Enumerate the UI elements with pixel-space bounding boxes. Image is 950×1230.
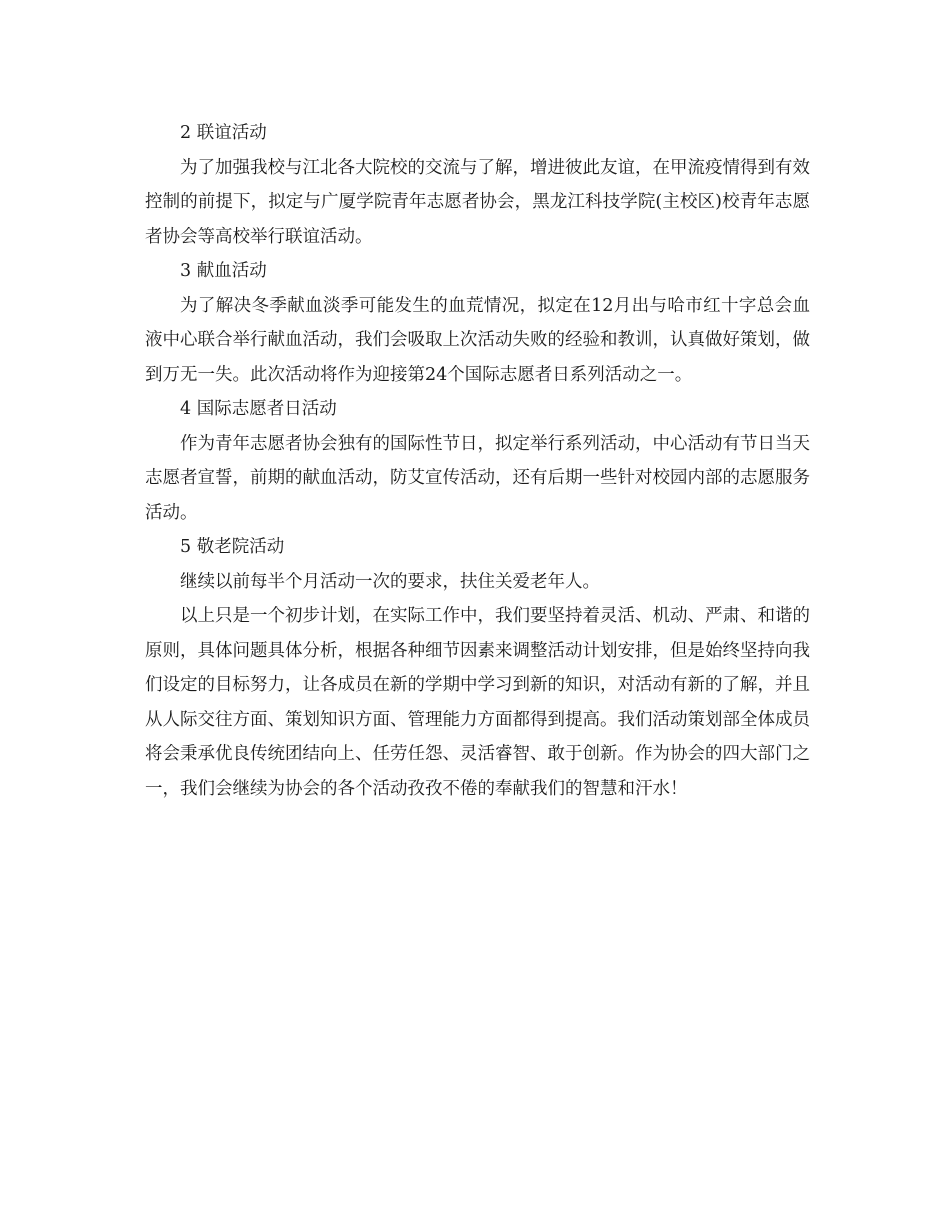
paragraph-volunteer-day: 作为青年志愿者协会独有的国际性节日，拟定举行系列活动，中心活动有节日当天志愿者宣誓，前期的献血活动，防艾宣传活动，还有后期一些针对校园内部的志愿服务活动。 bbox=[145, 433, 810, 523]
section-heading-volunteer-day: 4 国际志愿者日活动 bbox=[180, 399, 337, 419]
section-heading-lianyi: 2 联谊活动 bbox=[180, 123, 267, 143]
section-heading-xianxue: 3 献血活动 bbox=[180, 261, 267, 281]
paragraph-xianxue: 为了解决冬季献血淡季可能发生的血荒情况，拟定在12月出与哈市红十字总会血液中心联合举行献血活动，我们会吸取上次活动失败的经验和教训，认真做好策划，做到万无一失。此次活动将作为迎接第24个国际志愿者日系列活动之一。 bbox=[145, 295, 810, 385]
section-heading-nursing-home: 5 敬老院活动 bbox=[180, 537, 285, 557]
paragraph-lianyi: 为了加强我校与江北各大院校的交流与了解，增进彼此友谊，在甲流疫情得到有效控制的前提下，拟定与广厦学院青年志愿者协会，黑龙江科技学院(主校区)校青年志愿者协会等高校举行联谊活动。 bbox=[145, 157, 810, 247]
paragraph-nursing-home: 继续以前每半个月活动一次的要求，扶住关爱老年人。 bbox=[180, 571, 600, 592]
paragraph-conclusion: 以上只是一个初步计划，在实际工作中，我们要坚持着灵活、机动、严肃、和谐的原则，具体问题具体分析，根据各种细节因素来调整活动计划安排，但是始终坚持向我们设定的目标努力，让各成员在新的学期中学习到新的知识，对活动有新的了解，并且从人际交往方面、策划知识方面、管理能力方面都得到提高。我们活动策划部全体成员将会秉承优良传统团结向上、任劳任怨、灵活睿智、敢于创新。作为协会的四大部门之一，我们会继续为协会的各个活动孜孜不倦的奉献我们的智慧和汗水！ bbox=[145, 606, 810, 799]
